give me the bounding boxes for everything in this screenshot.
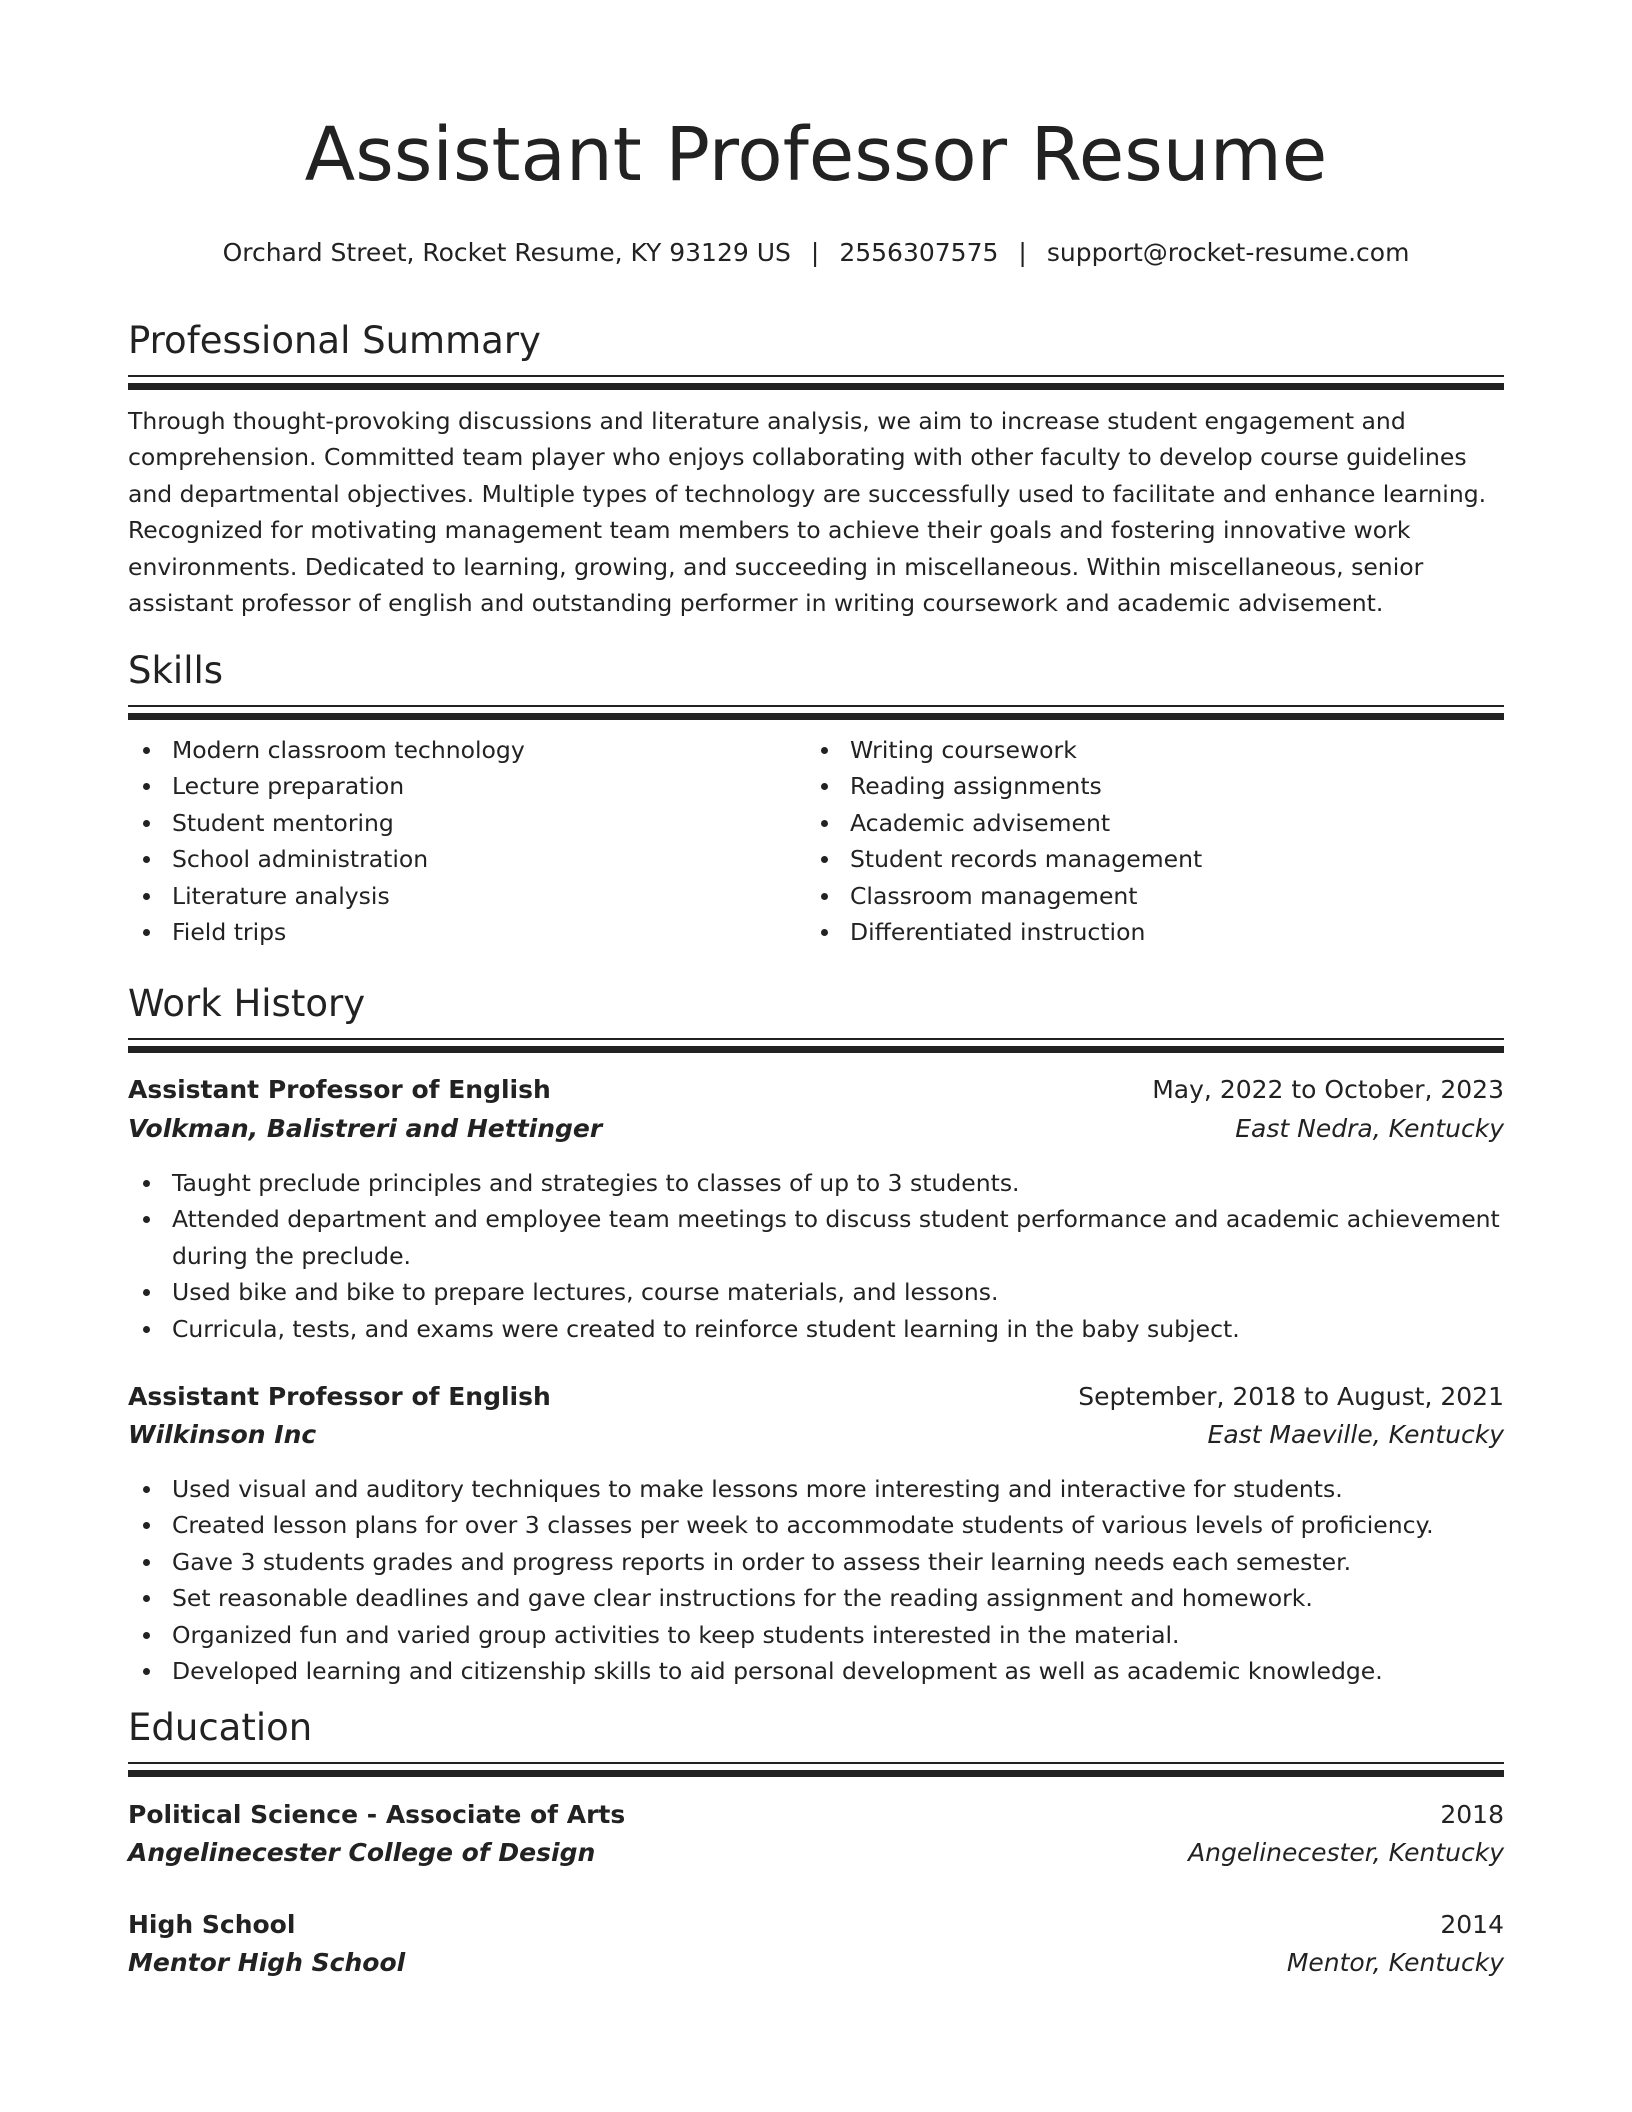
job-dates: May, 2022 to October, 2023 <box>1152 1075 1504 1104</box>
contact-line <box>128 240 1504 265</box>
contact-separator: | <box>1018 238 1027 267</box>
section-divider <box>128 1038 1504 1053</box>
summary-text: Through thought-provoking discussions and literature analysis, we aim to increase student engagement and comprehension. Committed team player who enjoys collaborating with other faculty to develop course guidelines and departmental objectives. Multiple types of technology are successfully used to facilitate and enhance learning. Recognized for motivating management team members to achieve their goals and fostering innovative work environments. Dedicated to learning, growing, and succeeding in miscellaneous. Within miscellaneous, senior assistant professor of english and outstanding performer in writing coursework and academic advisement. <box>128 407 1487 618</box>
education-subheader <box>128 1948 1504 1978</box>
education-school: Mentor High School <box>128 1948 406 1977</box>
job-bullet: Used visual and auditory techniques to make lessons more interesting and interactive for students. <box>128 1471 1504 1507</box>
skill-item: Lecture preparation <box>128 768 788 804</box>
section-heading-work: Work History <box>128 982 366 1025</box>
skill-item: Student mentoring <box>128 805 788 841</box>
job-location: East Maeville, Kentucky <box>1207 1420 1504 1449</box>
skill-item: School administration <box>128 841 788 877</box>
section-heading-skills: Skills <box>128 649 224 692</box>
job-company: Volkman, Balistreri and Hettinger <box>128 1114 603 1143</box>
job-title: Assistant Professor of English <box>128 1075 551 1104</box>
skill-item: Academic advisement <box>806 805 1466 841</box>
education-subheader <box>128 1838 1504 1868</box>
job-location: East Nedra, Kentucky <box>1235 1114 1504 1143</box>
section-divider <box>128 1762 1504 1777</box>
job-bullet: Gave 3 students grades and progress reports in order to assess their learning needs each semester. <box>128 1544 1504 1580</box>
skill-item: Writing coursework <box>806 732 1466 768</box>
education-location: Angelinecester, Kentucky <box>1188 1838 1504 1867</box>
summary-section <box>128 319 1504 362</box>
education-year: 2018 <box>1440 1800 1504 1829</box>
contact-address: Orchard Street, Rocket Resume, KY 93129 US <box>222 238 791 267</box>
contact-phone: 2556307575 <box>839 238 999 267</box>
job-bullets <box>128 1471 1504 1689</box>
skill-item: Modern classroom technology <box>128 732 788 768</box>
job-bullet: Created lesson plans for over 3 classes per week to accommodate students of various levels of proficiency. <box>128 1507 1504 1543</box>
job-company: Wilkinson Inc <box>128 1420 317 1449</box>
contact-email: support@rocket-resume.com <box>1046 238 1410 267</box>
skill-item: Differentiated instruction <box>806 914 1466 950</box>
section-heading-education: Education <box>128 1706 313 1749</box>
job-dates: September, 2018 to August, 2021 <box>1078 1382 1504 1411</box>
job-subheader <box>128 1114 1504 1144</box>
section-divider <box>128 375 1504 390</box>
skills-column-right <box>806 732 1466 950</box>
skills-column-left <box>128 732 788 950</box>
job-header <box>128 1075 1504 1105</box>
job-title: Assistant Professor of English <box>128 1382 551 1411</box>
job-bullet: Attended department and employee team meetings to discuss student performance and academic achievement during the preclude. <box>128 1201 1504 1274</box>
skill-item: Student records management <box>806 841 1466 877</box>
contact-separator: | <box>810 238 820 267</box>
skill-item: Literature analysis <box>128 878 788 914</box>
job-bullet: Curricula, tests, and exams were created to reinforce student learning in the baby subject. <box>128 1311 1504 1347</box>
job-bullet: Developed learning and citizenship skills to aid personal development as well as academic knowledge. <box>128 1653 1504 1689</box>
job-bullets <box>128 1165 1504 1347</box>
education-location: Mentor, Kentucky <box>1286 1948 1504 1977</box>
skill-item: Field trips <box>128 914 788 950</box>
skills-section <box>128 649 1504 692</box>
job-bullet: Taught preclude principles and strategies to classes of up to 3 students. <box>128 1165 1504 1201</box>
education-section <box>128 1706 1504 1749</box>
education-school: Angelinecester College of Design <box>128 1838 596 1867</box>
job-bullet: Organized fun and varied group activities to keep students interested in the material. <box>128 1617 1504 1653</box>
education-degree: Political Science - Associate of Arts <box>128 1800 626 1829</box>
job-bullet: Set reasonable deadlines and gave clear instructions for the reading assignment and homework. <box>128 1580 1504 1616</box>
job-header <box>128 1382 1504 1412</box>
work-section <box>128 982 1504 1025</box>
section-heading-summary: Professional Summary <box>128 319 541 362</box>
resume-title: Assistant Professor Resume <box>304 112 1328 198</box>
job-bullet: Used bike and bike to prepare lectures, course materials, and lessons. <box>128 1274 1504 1310</box>
education-header <box>128 1800 1504 1830</box>
job-subheader <box>128 1420 1504 1450</box>
education-degree: High School <box>128 1910 296 1939</box>
education-year: 2014 <box>1440 1910 1504 1939</box>
education-header <box>128 1910 1504 1940</box>
section-divider <box>128 705 1504 720</box>
skill-item: Reading assignments <box>806 768 1466 804</box>
skill-item: Classroom management <box>806 878 1466 914</box>
